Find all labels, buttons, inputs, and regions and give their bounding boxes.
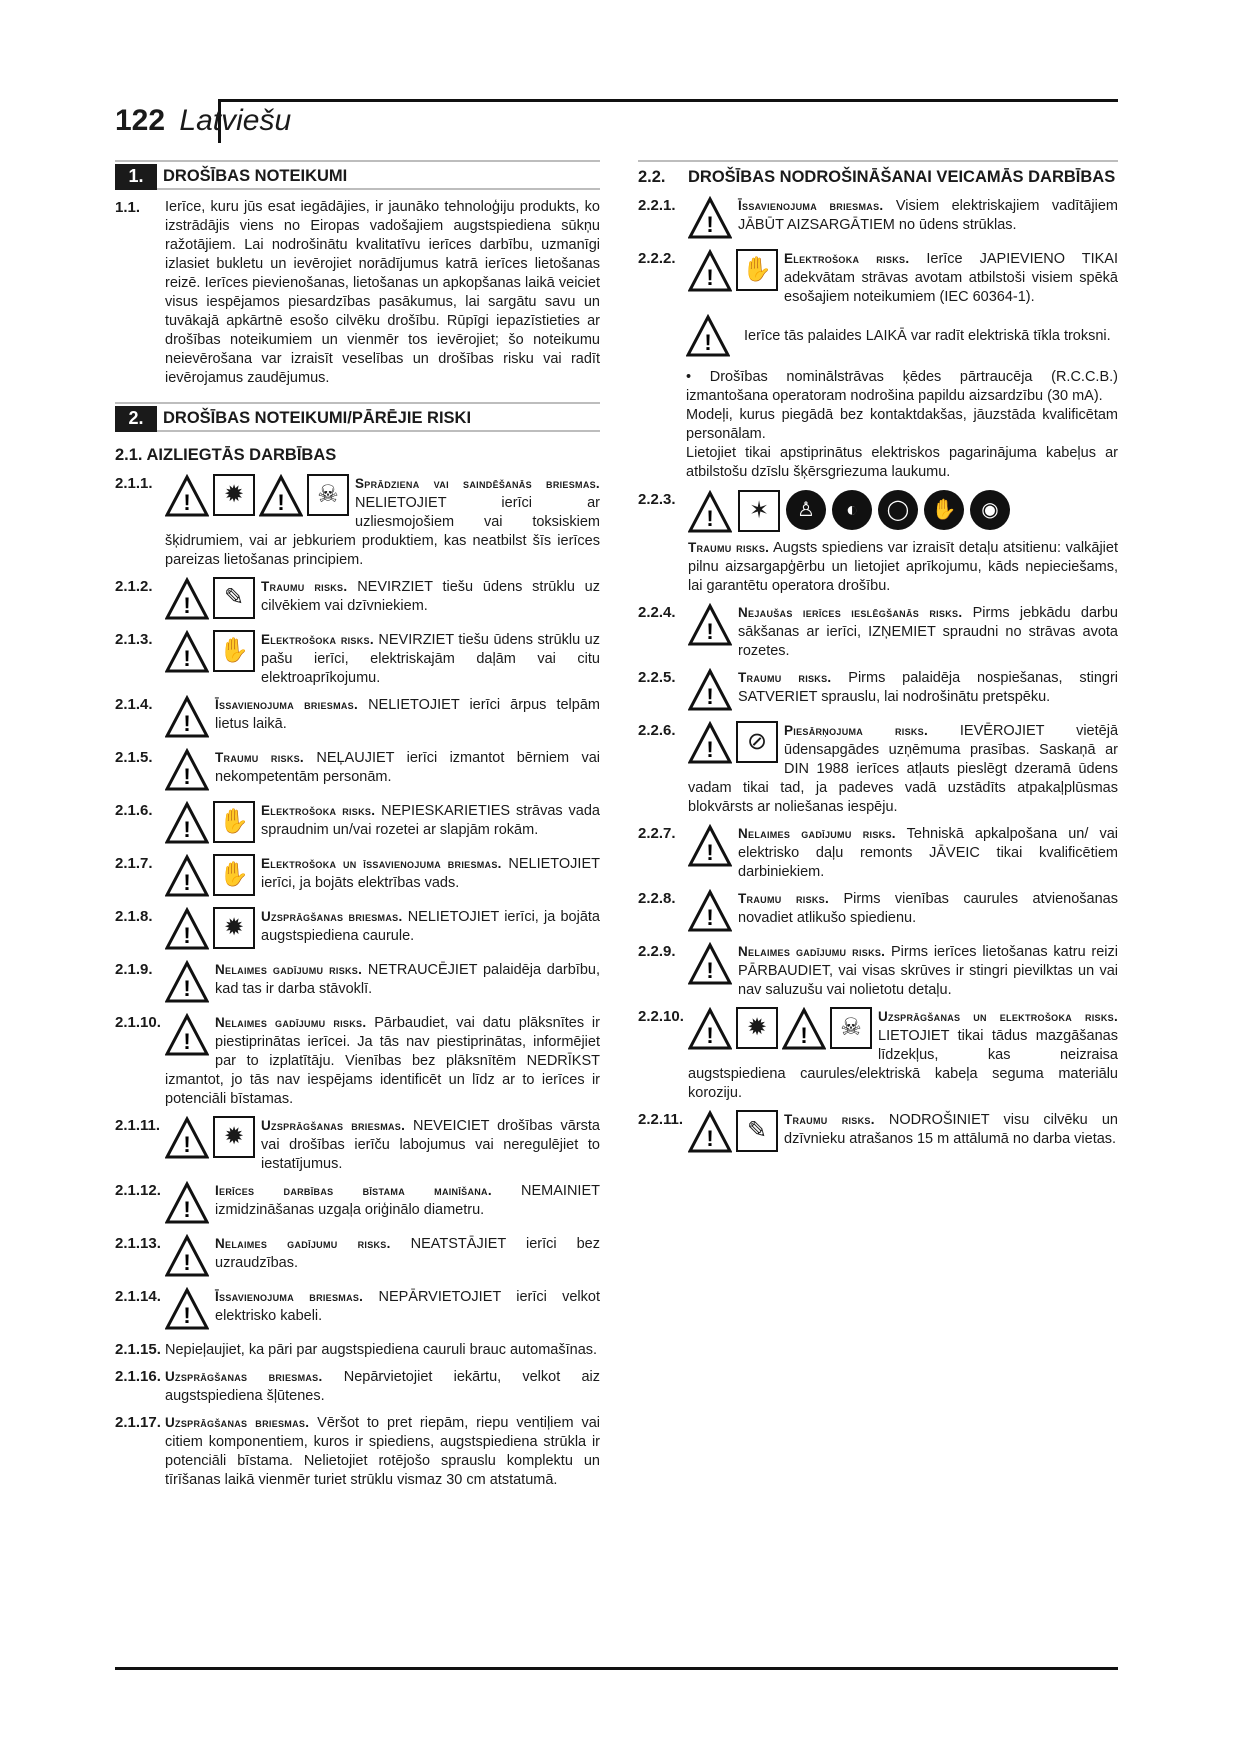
risk-label: Uzsprāgšanas un elektrošoka risks.: [878, 1009, 1118, 1024]
rule-body: [688, 668, 1118, 714]
rule-number: 2.1.10.: [115, 1014, 161, 1031]
rule-body: [688, 721, 1118, 817]
warning-triangle-icon: [165, 474, 209, 518]
rule-number: 2.1.7.: [115, 855, 153, 872]
rule-text: NELIETOJIET ierīci, ja bojāts elektrības vads.: [261, 856, 600, 891]
rule-2-1-12: [115, 1181, 600, 1227]
risk-label: Uzsprāgšanas briesmas.: [261, 909, 403, 924]
rule-text: Pirms palaidēja nospiešanas, stingri SATVERIET sprauslu, lai nodrošinātu pretspēku.: [738, 670, 1118, 705]
svg-text:!: !: [706, 506, 714, 531]
svg-text:!: !: [183, 1303, 191, 1328]
rule-text: NEVIRZIET tiešu ūdens strūklu uz cilvēkiem vai dzīvniekiem.: [261, 579, 600, 614]
rule-number: 2.2.2.: [638, 250, 676, 267]
hazard-icons: [688, 603, 732, 647]
protective-suit-icon: ♙: [786, 490, 826, 530]
warning-triangle-icon: [165, 577, 209, 621]
rule-2-1-8: [115, 907, 600, 953]
risk-label: Traumu risks.: [738, 891, 830, 906]
rule-number: 2.1.16.: [115, 1368, 161, 1385]
rule-text: NELIETOJIET ierīci ar uzliesmojošiem vai toksiskiem šķidrumiem, vai ar jebkuriem produktiem, kas neatbilst šīs ierīces pareizas lietošanas principiem.: [165, 495, 600, 568]
explosion-icon: ✹: [213, 1116, 255, 1158]
rule-number: 2.1.8.: [115, 908, 153, 925]
rule-2-2-6: [638, 721, 1118, 817]
section-title: DROŠĪBAS NOTEIKUMI/PĀRĒJIE RISKI: [157, 406, 600, 432]
electric-hand-icon: ✋: [213, 854, 255, 896]
rule-body: [688, 1007, 1118, 1103]
svg-text:!: !: [706, 684, 714, 709]
svg-text:!: !: [706, 265, 714, 290]
rule-text: Ierīce JAPIEVIENO TIKAI adekvātam strāvas avotam atbilstoši visiem spēkā esošajiem noteikumiem (IEC 60364-1).: [784, 251, 1118, 305]
hazard-icons: [688, 721, 778, 765]
rule-2-1-2: [115, 577, 600, 623]
explosion-icon: ✹: [736, 1007, 778, 1049]
warning-triangle-icon: [165, 1181, 209, 1225]
water-jet-icon: ✎: [213, 577, 255, 619]
warning-triangle-icon: [165, 907, 209, 951]
rule-2-1-16: [115, 1367, 600, 1406]
rule-number: 2.1.4.: [115, 696, 153, 713]
risk-label: Traumu risks.: [261, 579, 348, 594]
rule-2-2-1: [638, 196, 1118, 242]
svg-text:!: !: [706, 840, 714, 865]
hazard-icons: [165, 1287, 209, 1331]
rule-body: [165, 577, 600, 623]
rule-text: NEĻAUJIET ierīci izmantot bērniem vai nekompetentām personām.: [215, 750, 600, 785]
svg-text:!: !: [706, 905, 714, 930]
goggles-icon: ◉: [970, 490, 1010, 530]
svg-text:!: !: [706, 1126, 714, 1151]
rule-number: 1.1.: [115, 199, 141, 216]
hazard-icons: [165, 474, 349, 518]
ear-protection-icon: ◐: [832, 490, 872, 530]
rule-2-2-2: [638, 249, 1118, 307]
rule-body: [165, 1413, 600, 1490]
rule-2-2-8: [638, 889, 1118, 935]
risk-label: Traumu risks.: [215, 750, 304, 765]
svg-text:!: !: [183, 1197, 191, 1222]
rule-number: 2.1.14.: [115, 1288, 161, 1305]
svg-text:!: !: [277, 490, 285, 515]
rule-number: 2.2.6.: [638, 722, 676, 739]
rule-body: [688, 249, 1118, 307]
rule-body: [688, 603, 1118, 661]
rule-number: 2.2.3.: [638, 491, 676, 508]
hazard-icons: [688, 942, 732, 986]
warning-triangle-icon: [688, 721, 732, 765]
rule-text: NELIETOJIET ierīci, ja bojāta augstspiediena caurule.: [261, 909, 600, 944]
rule-body: [165, 960, 600, 1006]
rule-2-2-5: [638, 668, 1118, 714]
warning-triangle-icon: [686, 314, 730, 358]
warning-triangle-icon: [688, 196, 732, 240]
rule-text: Ierīce, kuru jūs esat iegādājies, ir jaunāko tehnoloģiju produkts, ko izstrādājis viens no Eiropas vadošajiem augstspiediena sūkņu ražotājiem. Lai nodrošinātu kvalitatīvu ierīces darbību, uzmanīgi izlasiet bukletu un ievērojiet norādījumus katrā ierīces lietošanas reizē. Ierīces pievienošanas, lietošanas un apkopšanas laikā veiciet visus iespējamos piesardzības pasākumus, lai sargātu savu un tuvākajā apkārtnē esošo cilvēku drošību. Rūpīgi iepazīstieties ar drošības noteikumiem un vienmēr tos ievērojiet; šo noteikumu neievērošana var izraisīt veselības un drošības risku vai radīt ievērojamus zaudējumus.: [165, 199, 600, 386]
electric-hand-icon: ✋: [213, 630, 255, 672]
rule-number: 2.1.13.: [115, 1235, 161, 1252]
safety-actions-list-b: [638, 603, 1118, 1156]
explosion-icon: ✹: [213, 474, 255, 516]
warning-triangle-icon: [688, 1110, 732, 1154]
subsection-number: 2.2.: [638, 168, 666, 186]
hazard-icons: [165, 907, 255, 951]
prohibited-actions-list: [115, 474, 600, 1490]
rule-number: 2.1.11.: [115, 1117, 161, 1134]
warning-triangle-icon: [165, 960, 209, 1004]
gloves-icon: ✋: [924, 490, 964, 530]
explosion-icon: ✹: [213, 907, 255, 949]
hazard-icons: [165, 577, 255, 621]
section-2-heading: [115, 402, 600, 432]
footer-rule: [115, 1667, 1118, 1670]
hazard-icons: [688, 196, 732, 240]
svg-text:!: !: [183, 870, 191, 895]
risk-label: Piesārņojuma risks.: [784, 723, 929, 738]
risk-label: Īssavienojuma briesmas.: [215, 697, 359, 712]
risk-label: Elektrošoka risks.: [261, 632, 374, 647]
risk-label: Uzsprāgšanas briesmas.: [165, 1369, 323, 1384]
hazard-icons: [165, 748, 209, 792]
rule-2-2-4: [638, 603, 1118, 661]
warning-triangle-icon: [165, 1013, 209, 1057]
svg-text:!: !: [183, 1250, 191, 1275]
rule-text: NEPĀRVIETOJIET ierīci velkot elektrisko kabeli.: [215, 1289, 600, 1324]
rule-body: [165, 1234, 600, 1280]
hazard-icons: [165, 630, 255, 674]
warning-triangle-icon: [688, 603, 732, 647]
rule-number: 2.2.11.: [638, 1111, 684, 1128]
electric-hand-icon: ✋: [213, 801, 255, 843]
svg-text:!: !: [706, 619, 714, 644]
rule-text: Vēršot to pret riepām, riepu ventiļiem vai citiem komponentiem, kuros ir spiediens, augstspiediena strūkla ir potenciāli bīstama. Nelietojiet rotējošo sprauslu komplektu un tīrīšanas laikā vienmēr turiet strūklu vismaz 30 cm atstatumā.: [165, 1415, 600, 1488]
svg-text:!: !: [800, 1023, 808, 1048]
svg-text:!: !: [183, 1132, 191, 1157]
rule-2-2-3: [638, 490, 1118, 596]
rule-body: [165, 630, 600, 688]
rule-1-1: [115, 198, 600, 388]
left-column: [115, 160, 600, 1497]
rule-2-1-14: [115, 1287, 600, 1333]
rule-text: NEATSTĀJIET ierīci bez uzraudzības.: [215, 1236, 600, 1271]
rule-body: [688, 942, 1118, 1000]
warning-triangle-icon: [165, 1234, 209, 1278]
rule-text: NEPIESKARIETIES strāvas vada spraudnim un/vai rozetei ar slapjām rokām.: [261, 803, 600, 838]
risk-label: Elektrošoka risks.: [261, 803, 376, 818]
risk-label: Nelaimes gadījumu risks.: [215, 962, 363, 977]
rule-2-1-7: [115, 854, 600, 900]
svg-text:!: !: [183, 711, 191, 736]
risk-label: Nejaušas ierīces ieslēgšanās risks.: [738, 605, 963, 620]
risk-label: Īssavienojuma briesmas.: [215, 1289, 364, 1304]
warning-triangle-icon: [688, 668, 732, 712]
svg-text:!: !: [706, 737, 714, 762]
water-jet-icon: ✎: [736, 1110, 778, 1152]
warning-triangle-icon: [165, 801, 209, 845]
no-water-tap-icon: ⊘: [736, 721, 778, 763]
svg-text:!: !: [183, 817, 191, 842]
risk-label: Uzsprāgšanas briesmas.: [165, 1415, 310, 1430]
rule-2-1-9: [115, 960, 600, 1006]
right-column: [638, 160, 1118, 1163]
risk-label: Elektrošoka risks.: [784, 251, 910, 266]
rule-text: NODROŠINIET visu cilvēku un dzīvnieku atrašanos 15 m attālumā no darba vietas.: [784, 1112, 1118, 1147]
warning-triangle-icon: [259, 474, 303, 518]
subsection-2-2-heading: [638, 160, 1118, 188]
face-protection-icon: ◯: [878, 490, 918, 530]
rule-text: Visiem elektriskajiem vadītājiem JĀBŪT AIZSARGĀTIEM no ūdens strūklas.: [738, 198, 1118, 233]
rule-number: 2.2.7.: [638, 825, 676, 842]
svg-text:!: !: [183, 764, 191, 789]
risk-label: Elektrošoka un īssavienojuma briesmas.: [261, 856, 502, 871]
hazard-icons: [688, 668, 732, 712]
hazard-icons: [165, 854, 255, 898]
risk-label: Ierīces darbības bīstama mainīšana.: [215, 1183, 492, 1198]
hazard-icons: [688, 889, 732, 933]
rule-body: [165, 1013, 600, 1109]
section-number: 2.: [115, 406, 157, 432]
rule-2-1-13: [115, 1234, 600, 1280]
risk-label: Nelaimes gadījumu risks.: [215, 1015, 367, 1030]
svg-text:!: !: [706, 958, 714, 983]
rule-body: [165, 1181, 600, 1227]
rule-2-1-15: [115, 1340, 600, 1360]
rule-text: Tehniskā apkalpošana un/ vai elektrisko daļu remonts JĀVEIC tikai kvalificētiem darbiniekiem.: [738, 826, 1118, 880]
svg-text:!: !: [704, 330, 712, 355]
rule-2-2-11: [638, 1110, 1118, 1156]
hazard-icons: [165, 1181, 209, 1225]
safety-actions-list-a: [638, 196, 1118, 307]
risk-label: Nelaimes gadījumu risks.: [738, 826, 896, 841]
risk-label: Nelaimes gadījumu risks.: [215, 1236, 391, 1251]
risk-label: Īssavienojuma briesmas.: [738, 198, 884, 213]
warning-triangle-icon: [165, 1287, 209, 1331]
rule-number: 2.1.1.: [115, 475, 153, 492]
subsection-title: DROŠĪBAS NODROŠINĀŠANAI VEICAMĀS DARBĪBAS: [688, 168, 1116, 186]
rule-body: [165, 1116, 600, 1174]
hazard-icons: [165, 960, 209, 1004]
warning-triangle-icon: [165, 630, 209, 674]
electric-hand-icon: ✋: [736, 249, 778, 291]
risk-label: Traumu risks.: [688, 540, 770, 555]
rule-text: NEVEICIET drošības vārsta vai drošības ierīču labojumus vai neregulējiet to iestatījumus.: [261, 1118, 600, 1172]
rule-2-2-10: [638, 1007, 1118, 1103]
cable-paragraph: Lietojiet tikai apstiprinātus elektriskos pagarinājuma kabeļus ar atbilstošu dzīslu šķērsgriezuma laukumu.: [686, 445, 1118, 480]
section-title: DROŠĪBAS NOTEIKUMI: [157, 164, 600, 190]
rule-2-1-11: [115, 1116, 600, 1174]
subsection-heading: 2.1. AIZLIEGTĀS DARBĪBAS: [115, 446, 337, 464]
rule-body: [688, 490, 1118, 596]
svg-text:!: !: [183, 1029, 191, 1054]
rule-2-1-4: [115, 695, 600, 741]
rule-body: [688, 1110, 1118, 1156]
warning-triangle-icon: [688, 889, 732, 933]
rule-text: Pirms ierīces lietošanas katru reizi PĀRBAUDIET, vai visas skrūves ir stingri pievilktas un vai nav saluzušu vai nolietotu detaļu.: [738, 944, 1118, 998]
page-header: [115, 104, 291, 138]
svg-text:!: !: [183, 593, 191, 618]
hazard-icons: [165, 801, 255, 845]
rule-2-2-9: [638, 942, 1118, 1000]
risk-label: Nelaimes gadījumu risks.: [738, 944, 886, 959]
warning-triangle-icon: [688, 824, 732, 868]
rule-text: Nepārvietojiet iekārtu, velkot aiz augstspiediena šļūtenes.: [165, 1369, 600, 1404]
rule-text: IEVĒROJIET vietējā ūdensapgādes uzņēmuma prasības. Saskaņā ar DIN 1988 ierīces atļauts pieslēgt dzeramā ūdens vadam tikai tad, ja padeves vadā uzstādīts atpakaļplūsmas blokvārsts ar noliešanas iespēju.: [688, 723, 1119, 815]
hazard-icons: [165, 1013, 209, 1057]
warning-triangle-icon: [782, 1007, 826, 1051]
section-number: 1.: [115, 164, 157, 190]
section-1-heading: [115, 160, 600, 190]
toxic-icon: ☠: [830, 1007, 872, 1049]
warning-triangle-icon: [165, 854, 209, 898]
rule-text: NELIETOJIET ierīci ārpus telpām lietus laikā.: [215, 697, 600, 732]
rule-2-1-3: [115, 630, 600, 688]
svg-text:!: !: [706, 212, 714, 237]
rule-number: 2.1.9.: [115, 961, 153, 978]
svg-text:!: !: [183, 646, 191, 671]
svg-text:!: !: [183, 923, 191, 948]
rule-body: [688, 196, 1118, 242]
risk-label: Traumu risks.: [738, 670, 832, 685]
rule-number: 2.1.6.: [115, 802, 153, 819]
rule-text: NEVIRZIET tiešu ūdens strūklu uz pašu ierīci, elektriskajām daļām vai citu elektroaprīkojumu.: [261, 632, 600, 686]
svg-text:!: !: [706, 1023, 714, 1048]
rule-number: 2.1.12.: [115, 1182, 161, 1199]
hazard-icons: [165, 1116, 255, 1160]
rule-number: 2.1.15.: [115, 1341, 161, 1358]
warning-triangle-icon: [688, 1007, 732, 1051]
warning-note: [686, 314, 1118, 358]
rule-number: 2.1.3.: [115, 631, 153, 648]
warning-triangle-icon: [165, 748, 209, 792]
rule-body: [165, 695, 600, 741]
rule-text: Nepieļaujiet, ka pāri par augstspiediena cauruli brauc automašīnas.: [165, 1342, 598, 1358]
rule-text: LIETOJIET tikai tādus mazgāšanas līdzekļus, kas neizraisa augstspiediena caurules/elektriskā kabeļa seguma materiālu koroziju.: [688, 1028, 1118, 1101]
rule-number: 2.1.2.: [115, 578, 153, 595]
language-title: Latviešu: [179, 104, 292, 137]
rule-text: NETRAUCĒJIET palaidēja darbību, kad tas ir darba stāvoklī.: [215, 962, 600, 997]
warning-triangle-icon: [688, 942, 732, 986]
svg-text:!: !: [183, 490, 191, 515]
rule-text: Augsts spiediens var izraisīt detaļu atsitienu: valkājiet pilnu aizsargapģērbu un lietojiet aprīkojumu, kāds nepieciešams, lai garantētu operatora drošību.: [688, 540, 1118, 594]
rule-2-1-6: [115, 801, 600, 847]
rule-text: Pārbaudiet, vai datu plāksnītes ir piestiprinātas ierīcei. Ja tās nav piestiprinātas, informējiet par to izplatītāju. Vienības bez plāksnītēm NEDRĪKST izmantot, jo tās nav iespējams identificēt un līdz ar to ierīces ir potenciāli bīstamas.: [165, 1015, 600, 1107]
rule-number: 2.2.8.: [638, 890, 676, 907]
rule-body: [165, 1367, 600, 1406]
hazard-icons: [165, 695, 209, 739]
header-rule: [218, 99, 1118, 102]
rule-body: [165, 748, 600, 794]
rule-text: NEMAINIET izmidzināšanas uzgaļa oriģinālo diametru.: [215, 1183, 600, 1218]
toxic-icon: ☠: [307, 474, 349, 516]
rule-body: [688, 889, 1118, 935]
risk-label: Uzsprāgšanas briesmas.: [261, 1118, 406, 1133]
rule-body: [165, 854, 600, 900]
rule-body: [165, 1340, 600, 1360]
warning-triangle-icon: [165, 1116, 209, 1160]
warning-triangle-icon: [165, 695, 209, 739]
rccb-bullet: • Drošības nominālstrāvas ķēdes pārtraucēja (R.C.C.B.) izmantošana operatoram nodrošina papildu aizsardzību (30 mA).: [686, 369, 1118, 404]
rule-2-1-10: [115, 1013, 600, 1109]
rule-body: [165, 474, 600, 570]
rule-body: [688, 824, 1118, 882]
rule-2-2-7: [638, 824, 1118, 882]
rule-number: 2.2.9.: [638, 943, 676, 960]
risk-label: Traumu risks.: [784, 1112, 875, 1127]
rule-number: 2.1.5.: [115, 749, 153, 766]
warning-triangle-icon: [688, 249, 732, 293]
rule-body: [165, 801, 600, 847]
rule-2-1-5: [115, 748, 600, 794]
page-number: 122: [115, 104, 166, 137]
plug-paragraph: Modeļi, kurus piegādā bez kontaktdakšas, jāuzstāda kvalificētam personālam.: [686, 407, 1118, 442]
rule-2-1-1: [115, 474, 600, 570]
note-text: Ierīce tās palaides LAIKĀ var radīt elektriskā tīkla troksni.: [744, 327, 1111, 344]
rule-body: [165, 1287, 600, 1333]
rule-text: Pirms vienības caurules atvienošanas novadiet atlikušo spiedienu.: [738, 891, 1118, 926]
risk-label: Sprādziena vai saindēšanās briesmas.: [355, 476, 600, 491]
hazard-icons: [688, 824, 732, 868]
recoil-hazard-icon: ✶: [738, 490, 780, 532]
rule-number: 2.2.10.: [638, 1008, 684, 1025]
rule-text: Pirms jebkādu darbu sākšanas ar ierīci, IZŅEMIET spraudni no strāvas avota rozetes.: [738, 605, 1118, 659]
rule-number: 2.2.1.: [638, 197, 676, 214]
ppe-icons: [688, 490, 1118, 534]
hazard-icons: [688, 1110, 778, 1154]
hazard-icons: [688, 1007, 872, 1051]
warning-triangle-icon: [688, 490, 732, 534]
rule-body: [165, 907, 600, 953]
rule-number: 2.2.4.: [638, 604, 676, 621]
rule-number: 2.1.17.: [115, 1414, 161, 1431]
hazard-icons: [688, 249, 778, 293]
hazard-icons: [165, 1234, 209, 1278]
rule-2-1-17: [115, 1413, 600, 1490]
rule-number: 2.2.5.: [638, 669, 676, 686]
svg-text:!: !: [183, 976, 191, 1001]
